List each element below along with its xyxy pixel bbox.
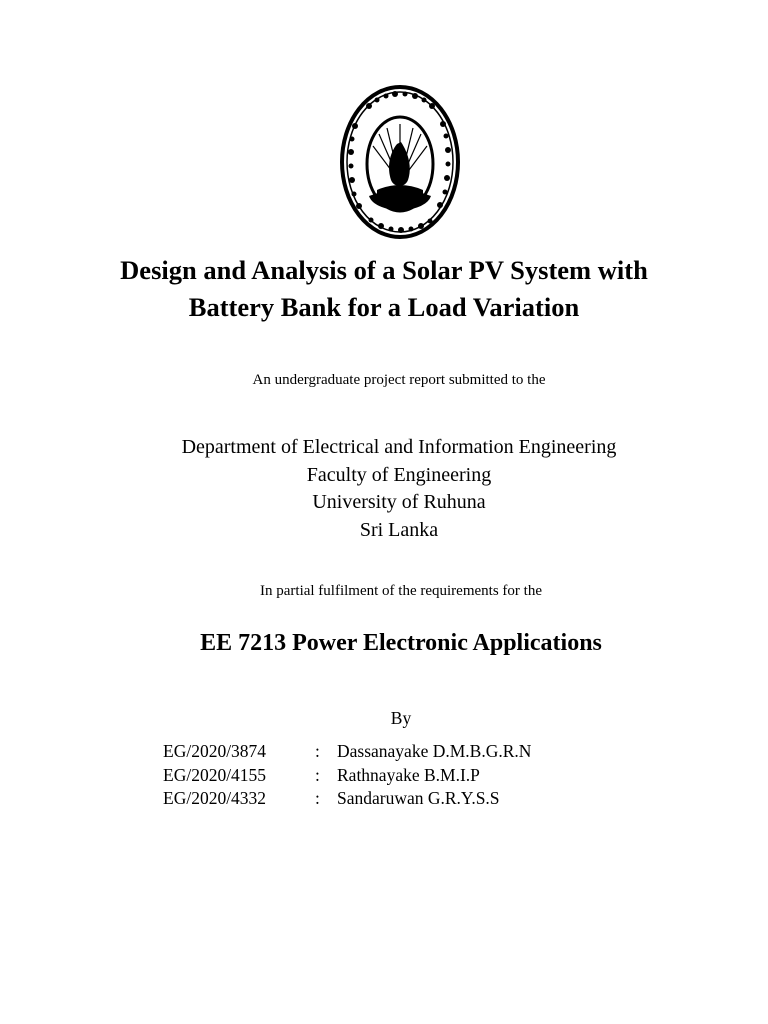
institution-block xyxy=(0,434,768,544)
separator: : xyxy=(315,764,320,785)
by-label: By xyxy=(390,708,412,728)
authors-list xyxy=(163,740,531,811)
separator: : xyxy=(315,741,320,761)
author-row xyxy=(163,764,531,788)
submission-intro: An undergraduate project report submitted to the xyxy=(252,372,546,388)
fulfilment-statement: In partial fulfilment of the requirements for the xyxy=(260,583,542,599)
author-name: Rathnayake B.M.I.P xyxy=(337,764,480,785)
university-seal-logo xyxy=(339,84,461,240)
registration-number: EG/2020/3874 xyxy=(163,741,267,761)
report-title xyxy=(0,252,768,326)
separator: : xyxy=(315,788,320,808)
author-name: Dassanayake D.M.B.G.R.N xyxy=(337,741,532,761)
report-title-line-1: Design and Analysis of a Solar PV System with xyxy=(120,255,648,285)
registration-number: EG/2020/4332 xyxy=(163,788,267,808)
author-name: Sandaruwan G.R.Y.S.S xyxy=(337,788,500,808)
university-name: University of Ruhuna xyxy=(312,491,486,513)
report-title-line-2: Battery Bank for a Load Variation xyxy=(188,292,580,322)
author-row xyxy=(163,740,531,764)
faculty-name: Faculty of Engineering xyxy=(306,463,492,486)
registration-number: EG/2020/4155 xyxy=(163,764,267,785)
country-name: Sri Lanka xyxy=(359,518,439,541)
author-row xyxy=(163,787,531,811)
department-name: Department of Electrical and Information Engineering xyxy=(181,436,617,458)
course-title: EE 7213 Power Electronic Applications xyxy=(200,630,602,656)
